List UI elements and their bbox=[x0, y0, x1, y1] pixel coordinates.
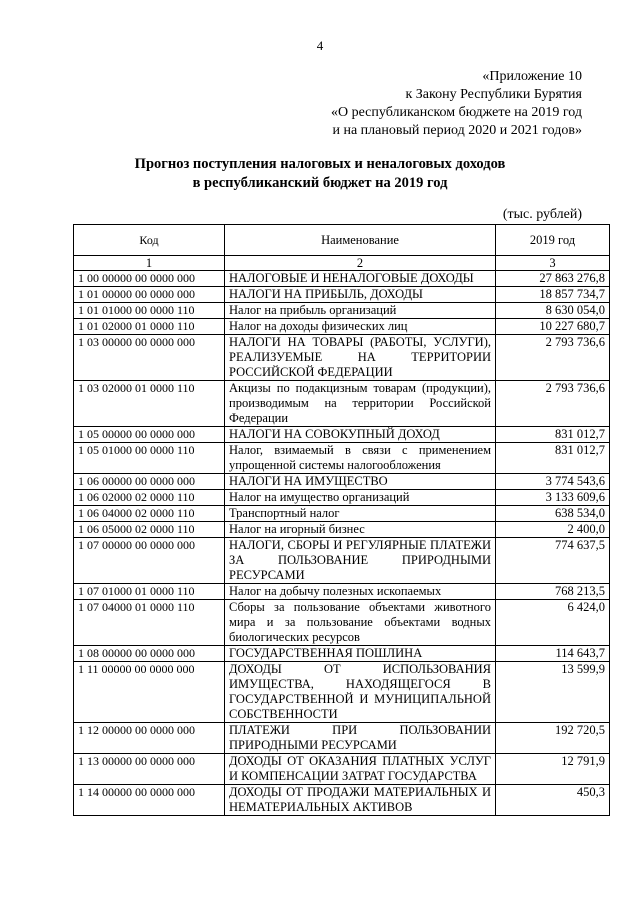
title-line: Прогноз поступления налоговых и неналоговых доходов bbox=[134, 156, 506, 172]
table-row bbox=[74, 381, 610, 427]
row-name: НАЛОГИ НА ПРИБЫЛЬ, ДОХОДЫ bbox=[225, 287, 496, 303]
row-amount: 8 630 054,0 bbox=[496, 303, 610, 319]
appendix-line: «О республиканском бюджете на 2019 год bbox=[331, 105, 582, 120]
table-row bbox=[74, 490, 610, 506]
row-code: 1 05 00000 00 0000 000 bbox=[74, 427, 225, 443]
row-amount: 114 643,7 bbox=[496, 646, 610, 662]
table-row bbox=[74, 335, 610, 381]
row-amount: 10 227 680,7 bbox=[496, 319, 610, 335]
row-code: 1 03 02000 01 0000 110 bbox=[74, 381, 225, 427]
table-row bbox=[74, 271, 610, 287]
row-name: Налог на имущество организаций bbox=[225, 490, 496, 506]
row-code: 1 00 00000 00 0000 000 bbox=[74, 271, 225, 287]
row-name: Налог на доходы физических лиц bbox=[225, 319, 496, 335]
row-name: ДОХОДЫ ОТ ОКАЗАНИЯ ПЛАТНЫХ УСЛУГ И КОМПЕНСАЦИИ ЗАТРАТ ГОСУДАРСТВА bbox=[225, 754, 496, 785]
row-amount: 6 424,0 bbox=[496, 600, 610, 646]
row-name: ДОХОДЫ ОТ ПРОДАЖИ МАТЕРИАЛЬНЫХ И НЕМАТЕРИАЛЬНЫХ АКТИВОВ bbox=[225, 785, 496, 816]
row-code: 1 01 01000 00 0000 110 bbox=[74, 303, 225, 319]
row-code: 1 07 00000 00 0000 000 bbox=[74, 538, 225, 584]
row-amount: 2 793 736,6 bbox=[496, 335, 610, 381]
column-number: 3 bbox=[496, 256, 610, 271]
row-name: НАЛОГОВЫЕ И НЕНАЛОГОВЫЕ ДОХОДЫ bbox=[225, 271, 496, 287]
table-row bbox=[74, 600, 610, 646]
row-name: ПЛАТЕЖИ ПРИ ПОЛЬЗОВАНИИ ПРИРОДНЫМИ РЕСУРСАМИ bbox=[225, 723, 496, 754]
row-code: 1 11 00000 00 0000 000 bbox=[74, 662, 225, 723]
table-row bbox=[74, 538, 610, 584]
table-row bbox=[74, 754, 610, 785]
row-name: ГОСУДАРСТВЕННАЯ ПОШЛИНА bbox=[225, 646, 496, 662]
row-amount: 831 012,7 bbox=[496, 443, 610, 474]
row-amount: 3 133 609,6 bbox=[496, 490, 610, 506]
table-row bbox=[74, 443, 610, 474]
row-code: 1 07 01000 01 0000 110 bbox=[74, 584, 225, 600]
table-row bbox=[74, 723, 610, 754]
title-line: в республиканский бюджет на 2019 год bbox=[192, 175, 448, 191]
row-amount: 18 857 734,7 bbox=[496, 287, 610, 303]
row-code: 1 06 00000 00 0000 000 bbox=[74, 474, 225, 490]
appendix-line: и на плановый период 2020 и 2021 годов» bbox=[332, 123, 582, 138]
table-row bbox=[74, 506, 610, 522]
row-amount: 3 774 543,6 bbox=[496, 474, 610, 490]
row-amount: 450,3 bbox=[496, 785, 610, 816]
row-name: НАЛОГИ НА ИМУЩЕСТВО bbox=[225, 474, 496, 490]
row-name: Транспортный налог bbox=[225, 506, 496, 522]
row-amount: 768 213,5 bbox=[496, 584, 610, 600]
appendix-line: к Закону Республики Бурятия bbox=[405, 87, 582, 102]
row-amount: 2 793 736,6 bbox=[496, 381, 610, 427]
row-name: НАЛОГИ, СБОРЫ И РЕГУЛЯРНЫЕ ПЛАТЕЖИ ЗА ПОЛЬЗОВАНИЕ ПРИРОДНЫМИ РЕСУРСАМИ bbox=[225, 538, 496, 584]
column-number-row bbox=[74, 256, 610, 271]
row-name: Налог на добычу полезных ископаемых bbox=[225, 584, 496, 600]
row-name: НАЛОГИ НА СОВОКУПНЫЙ ДОХОД bbox=[225, 427, 496, 443]
table-header-row bbox=[74, 225, 610, 256]
table-row bbox=[74, 522, 610, 538]
row-name: Налог на прибыль организаций bbox=[225, 303, 496, 319]
table-row bbox=[74, 319, 610, 335]
row-amount: 27 863 276,8 bbox=[496, 271, 610, 287]
document-title bbox=[0, 155, 640, 193]
page-number: 4 bbox=[316, 38, 324, 53]
header-name: Наименование bbox=[225, 225, 496, 256]
row-code: 1 07 04000 01 0000 110 bbox=[74, 600, 225, 646]
table-row bbox=[74, 287, 610, 303]
row-name: Сборы за пользование объектами животного мира и за пользование объектами водных биологических ресурсов bbox=[225, 600, 496, 646]
row-amount: 774 637,5 bbox=[496, 538, 610, 584]
row-name: Налог, взимаемый в связи с применением упрощенной системы налогообложения bbox=[225, 443, 496, 474]
table-row bbox=[74, 584, 610, 600]
row-code: 1 12 00000 00 0000 000 bbox=[74, 723, 225, 754]
table-row bbox=[74, 662, 610, 723]
unit-label: (тыс. рублей) bbox=[502, 207, 582, 222]
column-number: 1 bbox=[74, 256, 225, 271]
row-name: Акцизы по подакцизным товарам (продукции), производимым на территории Российской Федерации bbox=[225, 381, 496, 427]
row-amount: 12 791,9 bbox=[496, 754, 610, 785]
table-row bbox=[74, 646, 610, 662]
row-name: НАЛОГИ НА ТОВАРЫ (РАБОТЫ, УСЛУГИ), РЕАЛИЗУЕМЫЕ НА ТЕРРИТОРИИ РОССИЙСКОЙ ФЕДЕРАЦИИ bbox=[225, 335, 496, 381]
table-row bbox=[74, 303, 610, 319]
row-code: 1 13 00000 00 0000 000 bbox=[74, 754, 225, 785]
table-row bbox=[74, 785, 610, 816]
row-name: ДОХОДЫ ОТ ИСПОЛЬЗОВАНИЯ ИМУЩЕСТВА, НАХОДЯЩЕГОСЯ В ГОСУДАРСТВЕННОЙ И МУНИЦИПАЛЬНОЙ СОБСТВЕННОСТИ bbox=[225, 662, 496, 723]
column-number: 2 bbox=[225, 256, 496, 271]
header-amount: 2019 год bbox=[496, 225, 610, 256]
appendix-line: «Приложение 10 bbox=[482, 69, 582, 84]
row-code: 1 03 00000 00 0000 000 bbox=[74, 335, 225, 381]
row-code: 1 06 04000 02 0000 110 bbox=[74, 506, 225, 522]
row-code: 1 06 05000 02 0000 110 bbox=[74, 522, 225, 538]
row-code: 1 05 01000 00 0000 110 bbox=[74, 443, 225, 474]
row-code: 1 01 00000 00 0000 000 bbox=[74, 287, 225, 303]
row-name: Налог на игорный бизнес bbox=[225, 522, 496, 538]
row-amount: 638 534,0 bbox=[496, 506, 610, 522]
row-amount: 192 720,5 bbox=[496, 723, 610, 754]
row-amount: 2 400,0 bbox=[496, 522, 610, 538]
revenue-forecast-table bbox=[73, 224, 610, 816]
row-amount: 831 012,7 bbox=[496, 427, 610, 443]
table-body bbox=[74, 271, 610, 816]
table-row bbox=[74, 427, 610, 443]
appendix-note bbox=[331, 68, 582, 140]
table-row bbox=[74, 474, 610, 490]
row-code: 1 14 00000 00 0000 000 bbox=[74, 785, 225, 816]
row-code: 1 06 02000 02 0000 110 bbox=[74, 490, 225, 506]
header-code: Код bbox=[74, 225, 225, 256]
row-amount: 13 599,9 bbox=[496, 662, 610, 723]
row-code: 1 01 02000 01 0000 110 bbox=[74, 319, 225, 335]
row-code: 1 08 00000 00 0000 000 bbox=[74, 646, 225, 662]
